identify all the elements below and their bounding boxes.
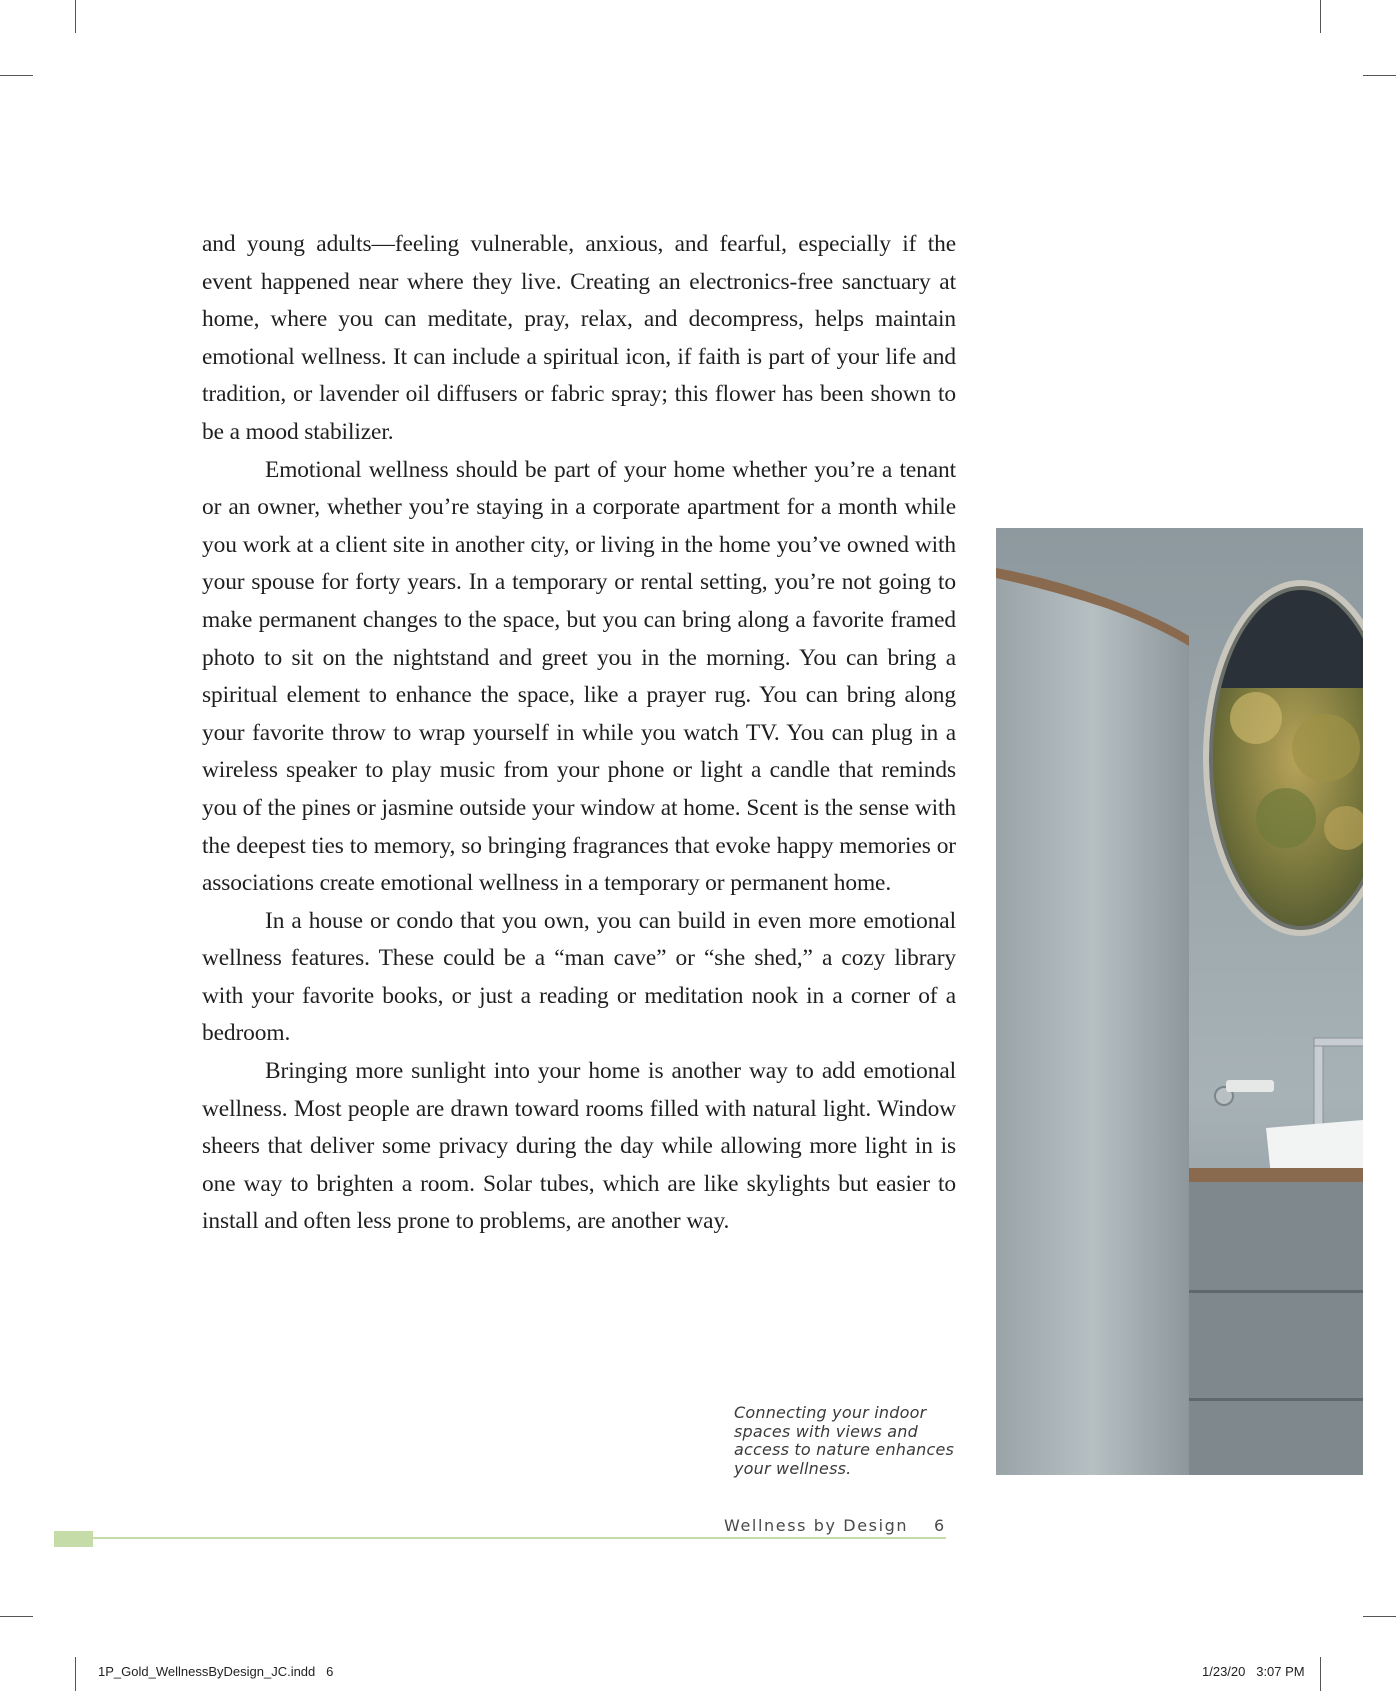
photo-caption: Connecting your indoor spaces with views and access to nature enhances your wellness. <box>734 1403 955 1478</box>
paragraph: In a house or condo that you own, you can build in even more emotional wellness features. These could be a “man cave” or “she shed,” a cozy library with your favorite books, or just a reading or meditation nook in a corner of a bedroom. <box>202 907 956 1047</box>
paragraph: Emotional wellness should be part of your home whether you’re a tenant or an owner, whether you’re staying in a corporate apartment for a month while you work at a client site in another city, or living in the home you’ve owned with your spouse for forty years. In a temporary or rental setting, you’re not going to make permanent changes to the space, but you can bring along a favorite framed photo to sit on the nightstand and greet you in the morning. You can bring a spiritual element to enhance the space, like a prayer rug. You can bring along your favorite throw to wrap yourself in while you watch TV. You can plug in a wireless speaker to play music from your phone or light a candle that reminds you of the pines or jasmine outside your window at home. Scent is the sense with the deepest ties to memory, so bringing fragrances that evoke happy memories or associations create emotional wellness in a temporary or permanent home. <box>202 456 956 897</box>
crop-mark <box>75 0 76 33</box>
body-text <box>202 226 956 1241</box>
crop-mark <box>1363 75 1396 76</box>
crop-mark <box>1363 1616 1396 1617</box>
paragraph: and young adults—feeling vulnerable, anxious, and fearful, especially if the event happened near where they live. Creating an electronics-free sanctuary at home, where you can meditate, pray, relax, and decompress, helps maintain emotional wellness. It can include a spiritual icon, if faith is part of your life and tradition, or lavender oil diffusers or fabric spray; this flower has been shown to be a mood stabilizer. <box>202 231 956 445</box>
footer-accent-tab <box>54 1531 93 1547</box>
slug-timestamp: 1/23/20 3:07 PM <box>1202 1664 1305 1679</box>
crop-mark <box>0 75 33 76</box>
slug-filename: 1P_Gold_WellnessByDesign_JC.indd 6 <box>98 1664 334 1679</box>
running-footer-title: Wellness by Design <box>724 1516 909 1535</box>
crop-mark <box>1320 1657 1321 1691</box>
crop-mark <box>0 1616 33 1617</box>
paragraph: Bringing more sunlight into your home is another way to add emotional wellness. Most people are drawn toward rooms filled with natural light. Window sheers that deliver some privacy during the day while allowing more light in is one way to brighten a room. Solar tubes, which are like skylights but easier to install and often less prone to problems, are another way. <box>202 1058 956 1235</box>
crop-mark <box>75 1657 76 1691</box>
bathroom-illustration <box>996 528 1363 1475</box>
page-number: 6 <box>934 1516 945 1535</box>
bathroom-photo <box>996 528 1363 1475</box>
crop-mark <box>1320 0 1321 33</box>
footer-rule <box>54 1537 946 1539</box>
